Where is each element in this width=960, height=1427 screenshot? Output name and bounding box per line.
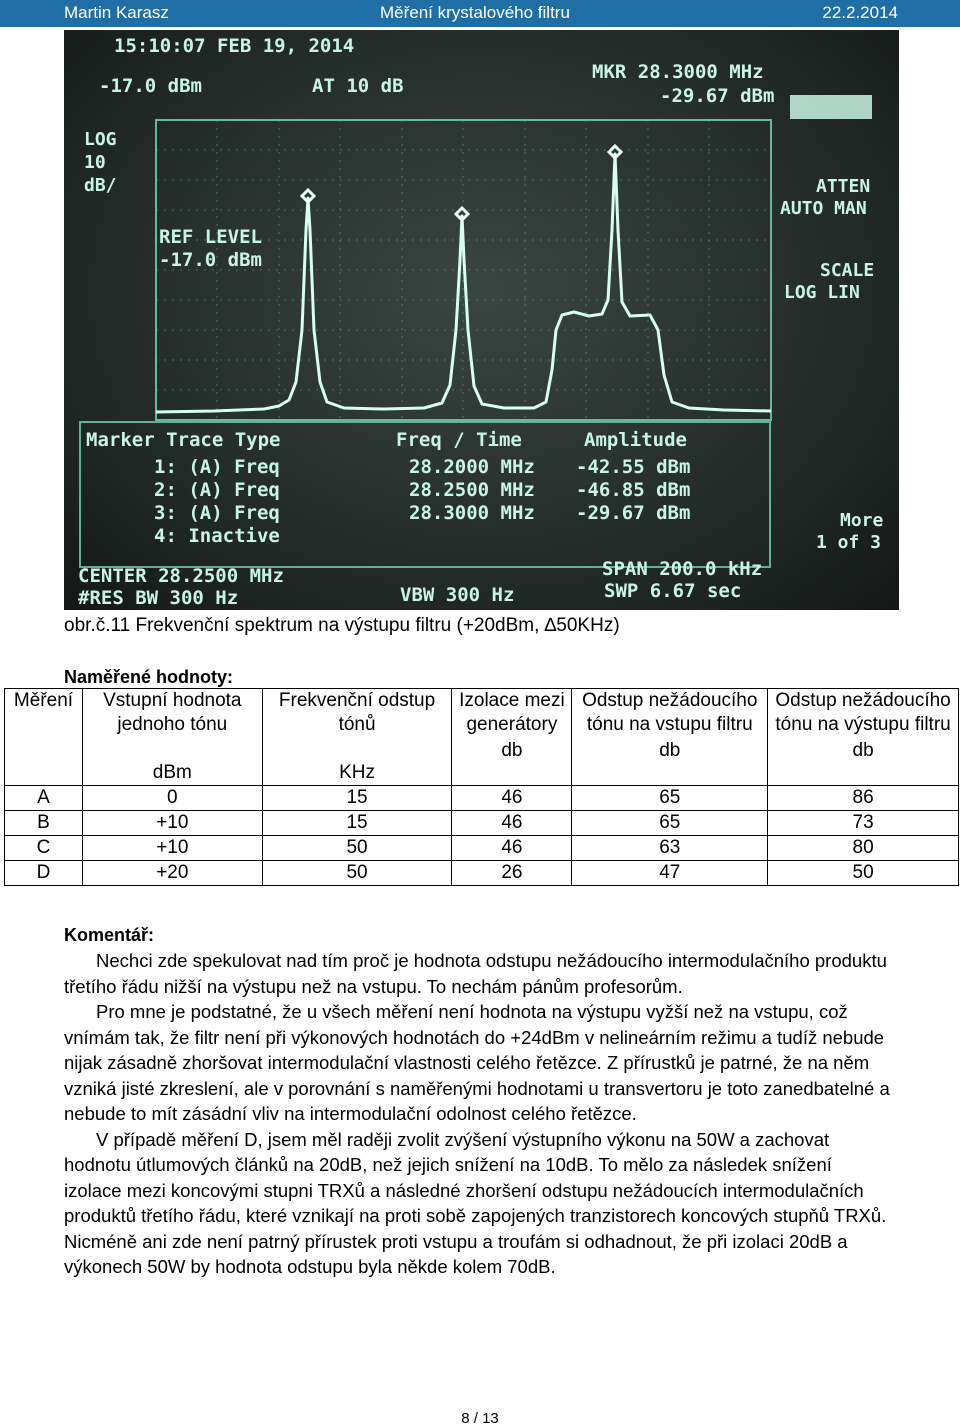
- screen-vbw: VBW 300 Hz: [400, 584, 515, 606]
- marker-3-label: 3: (A) Freq: [154, 502, 280, 524]
- screen-datetime: 15:10:07 FEB 19, 2014: [114, 35, 355, 57]
- table-cell: 46: [452, 836, 572, 861]
- marker-1-icon: [302, 190, 314, 202]
- table-cell: C: [5, 836, 83, 861]
- comment-paragraph: V případě měření D, jsem měl raději zvolit zvýšení výstupního výkonu na 50W a zachovat hodnotu útlumových článků na 20dB, než jejich snížení na 10dB. To mělo za následek snížení izolace mezi koncovými stupni TRXů a následné zhoršení odstupu nežádoucích intermodulačních produktů třetího řádu, které vznikají na proti sobě zapojených tranzistorech koncových stupňů TRXů. Nicméně ani zde není patrný přírustek proti vstupu a troufám si odhadnout, že při izolaci 20dB a výkonech 50W by hodnota odstupu byla někde kolem 70dB.: [64, 1128, 887, 1277]
- table-cell: 80: [768, 836, 959, 861]
- table-cell: +20: [82, 861, 262, 886]
- marker-1-freq: 28.2000 MHz: [409, 456, 535, 478]
- comment-paragraph: Pro mne je podstatné, že u všech měření není hodnota na výstupu vyžší než na vstupu, což vnímám tak, že filtr není při výkonových hodnotách do +24dBm v nelineárním režimu a tudíž nebude nijak zásadně zhoršovat intermodulační vlastnosti celého řetězce. Z přírustků je patrné, že na něm vzniká jisté zkreslení, ale v porovnání s naměřenými hodnotami u transvertoru je toto zanedbatelné a nebude to mít zásádní vliv na intermodulační odolnost celého řetězce.: [64, 1001, 890, 1124]
- softkey-page: 1 of 3: [816, 532, 882, 553]
- marker-1-amp: -42.55 dBm: [576, 456, 691, 478]
- marker-4-label: 4: Inactive: [154, 525, 280, 547]
- marker-2-amp: -46.85 dBm: [576, 479, 691, 501]
- marker-header-type: Marker Trace Type: [86, 429, 281, 451]
- table-cell: 0: [82, 786, 262, 811]
- screen-center: CENTER 28.2500 MHz: [78, 565, 284, 587]
- table-cell: 65: [572, 786, 768, 811]
- marker-2-icon: [456, 208, 468, 220]
- softkey-scale: SCALE: [820, 260, 875, 281]
- screen-log: LOG: [84, 129, 117, 150]
- table-cell: 15: [262, 786, 452, 811]
- col-header-imd-output: Odstup nežádoucího tónu na výstupu filtru db: [768, 689, 959, 786]
- col-header-mereni: Měření: [5, 689, 83, 786]
- marker-2-label: 2: (A) Freq: [154, 479, 280, 501]
- screen-ref: -17.0 dBm: [99, 75, 202, 97]
- col-header-tone-spacing: Frekvenční odstup tónů KHz: [262, 689, 452, 786]
- header-author: Martin Karasz: [64, 3, 169, 22]
- figure-caption: obr.č.11 Frekvenční spektrum na výstupu filtru (+20dBm, ∆50KHz): [64, 615, 620, 636]
- measurement-table: [4, 688, 959, 886]
- header-title: Měření krystalového filtru: [380, 3, 570, 22]
- softkey-log-lin: LOG LIN: [784, 282, 860, 303]
- table-cell: 65: [572, 811, 768, 836]
- table-cell: 86: [768, 786, 959, 811]
- table-row: [5, 811, 959, 836]
- table-cell: 15: [262, 811, 452, 836]
- table-cell: +10: [82, 811, 262, 836]
- screen-scale-unit: dB/: [84, 175, 117, 196]
- table-cell: 63: [572, 836, 768, 861]
- softkey-atten: ATTEN: [816, 176, 871, 197]
- col-header-input-level: Vstupní hodnota jednoho tónu dBm: [82, 689, 262, 786]
- screen-mkr-amp: -29.67 dBm: [660, 85, 775, 107]
- screen-swp: SWP 6.67 sec: [604, 580, 742, 602]
- col-header-isolation: Izolace mezi generátory db: [452, 689, 572, 786]
- spectrum-screen: [64, 30, 899, 610]
- table-cell: 46: [452, 786, 572, 811]
- table-cell: +10: [82, 836, 262, 861]
- marker-header-amp: Amplitude: [584, 429, 687, 451]
- marker-3-icon: [609, 146, 621, 158]
- screen-atten: AT 10 dB: [312, 75, 404, 97]
- comment-paragraph: Nechci zde spekulovat nad tím proč je hodnota odstupu nežádoucího intermodulačního produktu třetího řádu nižší na výstupu než na vstupu. To nechám pánům profesorům.: [64, 950, 887, 997]
- table-row: [5, 861, 959, 886]
- screen-mkr-freq: MKR 28.3000 MHz: [592, 61, 764, 83]
- marker-header-freq: Freq / Time: [396, 429, 522, 451]
- table-cell: 46: [452, 811, 572, 836]
- table-cell: 50: [262, 861, 452, 886]
- screen-ref-level-label: REF LEVEL: [159, 226, 262, 248]
- table-row: [5, 836, 959, 861]
- table-cell: 26: [452, 861, 572, 886]
- softkey-auto-man: AUTO MAN: [780, 198, 867, 219]
- table-cell: 50: [262, 836, 452, 861]
- comment-title: Komentář:: [64, 925, 155, 945]
- table-header-row: [5, 689, 959, 786]
- page-header: [0, 0, 960, 27]
- softkey-more: More: [840, 510, 884, 531]
- measured-values-title: Naměřené hodnoty:: [64, 667, 234, 687]
- spectrum-analyzer-photo: [64, 30, 899, 610]
- screen-res-bw: #RES BW 300 Hz: [78, 587, 239, 609]
- table-cell: B: [5, 811, 83, 836]
- table-cell: 50: [768, 861, 959, 886]
- table-cell: D: [5, 861, 83, 886]
- marker-3-amp: -29.67 dBm: [576, 502, 691, 524]
- table-cell: 47: [572, 861, 768, 886]
- col-header-imd-input: Odstup nežádoucího tónu na vstupu filtru db: [572, 689, 768, 786]
- table-cell: A: [5, 786, 83, 811]
- screen-scale-db: 10: [84, 152, 106, 173]
- page-number: 8 / 13: [461, 1410, 499, 1427]
- comment-body: [64, 948, 894, 1280]
- header-date: 22.2.2014: [822, 3, 898, 22]
- table-row: [5, 786, 959, 811]
- marker-1-label: 1: (A) Freq: [154, 456, 280, 478]
- screen-span: SPAN 200.0 kHz: [602, 558, 763, 580]
- table-cell: 73: [768, 811, 959, 836]
- marker-2-freq: 28.2500 MHz: [409, 479, 535, 501]
- screen-ref-level-value: -17.0 dBm: [159, 249, 262, 271]
- marker-3-freq: 28.3000 MHz: [409, 502, 535, 524]
